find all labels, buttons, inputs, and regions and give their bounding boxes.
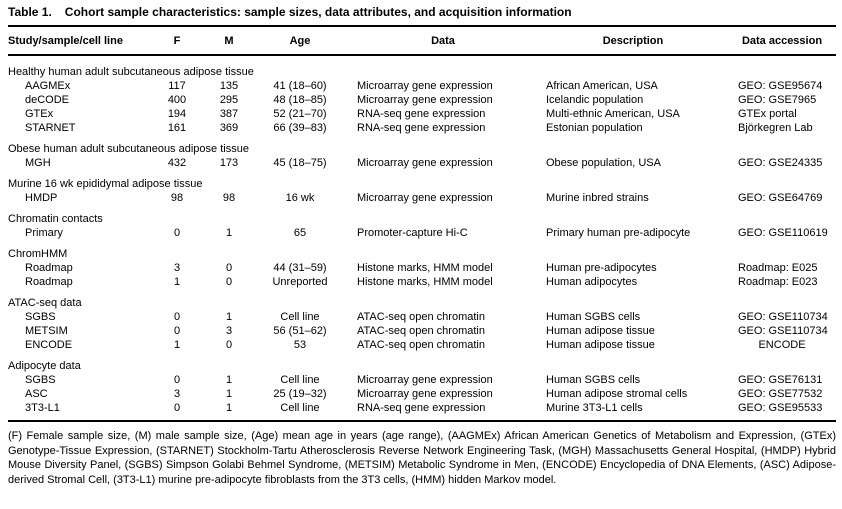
table-row [8,338,836,352]
cell-description: Murine inbred strains [546,192,649,204]
table-number: Table 1. [8,5,52,19]
group-header: Obese human adult subcutaneous adipose tissue [8,143,249,155]
cell-f: 432 [167,157,187,169]
cell-description: Icelandic population [546,94,644,106]
table-row [8,79,836,93]
cell-data: Microarray gene expression [357,192,493,204]
cell-m: 98 [222,192,236,204]
cell-study: GTEx [25,108,54,120]
group-header-row [8,55,836,79]
cell-study: Roadmap [25,276,73,288]
group-header: ATAC-seq data [8,297,82,309]
table-row [8,121,836,135]
cell-f: 194 [167,108,187,120]
cell-f: 0 [173,227,181,239]
cell-m: 135 [219,80,239,92]
cell-study: SGBS [25,374,56,386]
cell-data: RNA-seq gene expression [357,402,486,414]
cell-data: Histone marks, HMM model [357,262,493,274]
cell-m: 369 [219,122,239,134]
cell-accession: GEO: GSE77532 [738,388,823,400]
cell-f: 0 [173,311,181,323]
header-study-sample-cell-line: Study/sample/cell line [8,26,148,55]
cell-accession: GTEx portal [738,108,797,120]
cell-description: Human adipose tissue [546,339,655,351]
group-header: ChromHMM [8,248,68,260]
cell-f: 0 [173,325,181,337]
cell-description: Human adipocytes [546,276,638,288]
cell-description: Primary human pre-adipocyte [546,227,691,239]
cell-description: Human SGBS cells [546,374,641,386]
cell-f: 0 [173,402,181,414]
table-footnote: (F) Female sample size, (M) male sample size, (Age) mean age in years (age range), (AAGMEx) African American Genetics of Metabolism and Expression, (GTEx) Genotype-Tissue Expression, (STARNET) Stockholm-Tartu Atherosclerosis Reverse Network Engineering Task, (MGH) Massachusetts General Hospital, (HMDP) Hybrid Mouse Diversity Panel, (SGBS) Simpson Golabi Behmel Syndrome, (METSIM) Metabolic Syndrome in Men, (ENCODE) Encyclopedia of DNA Elements, (ASC) Adipose-derived Stromal Cell, (3T3-L1) murine pre-adipocyte fibroblasts from the 3T3 cells, (HMM) hidden Markov model. [8,430,836,487]
cell-study: AAGMEx [25,80,71,92]
header-female-count: F [148,26,206,55]
cell-age: 16 wk [285,192,315,204]
cell-accession: GEO: GSE110619 [738,227,828,239]
cell-study: STARNET [25,122,76,134]
cell-accession: GEO: GSE7965 [738,94,817,106]
table-title [8,5,836,20]
cell-data: Microarray gene expression [357,80,493,92]
cell-study: SGBS [25,311,56,323]
cell-description: Obese population, USA [546,157,661,169]
table-row [8,156,836,170]
cell-age: 44 (31–59) [273,262,327,274]
cell-m: 1 [225,388,233,400]
header-data-accession: Data accession [728,26,836,55]
table-row [8,310,836,324]
table-header [8,26,836,55]
cell-f: 1 [173,276,181,288]
cell-accession: GEO: GSE110734 [738,311,828,323]
cell-data: Promoter-capture Hi-C [357,227,468,239]
cell-age: 25 (19–32) [273,388,327,400]
cell-m: 1 [225,227,233,239]
cell-study: ENCODE [25,339,73,351]
group-header-row [8,240,836,261]
cell-study: Roadmap [25,262,73,274]
cell-f: 98 [170,192,184,204]
cell-age: 48 (18–85) [273,94,327,106]
cell-m: 0 [225,339,233,351]
cell-study: METSIM [25,325,68,337]
cell-study: deCODE [25,94,70,106]
cell-accession: GEO: GSE64769 [738,192,823,204]
table-body [8,55,836,421]
cell-m: 1 [225,374,233,386]
cell-data: Microarray gene expression [357,388,493,400]
cell-age: 56 (51–62) [273,325,327,337]
table-row [8,191,836,205]
cell-study: HMDP [25,192,58,204]
header-male-count: M [206,26,252,55]
table-row [8,324,836,338]
group-header-row [8,289,836,310]
cell-m: 295 [219,94,239,106]
header-data: Data [348,26,538,55]
cell-m: 0 [225,262,233,274]
table-row [8,387,836,401]
cohort-table [8,25,836,422]
table-row [8,401,836,421]
cell-age: 66 (39–83) [273,122,327,134]
table-row [8,373,836,387]
cell-data: ATAC-seq open chromatin [357,311,485,323]
cell-f: 400 [167,94,187,106]
table-row [8,226,836,240]
cell-age: Unreported [272,276,328,288]
cell-accession: Björkegren Lab [738,122,813,134]
group-header: Murine 16 wk epididymal adipose tissue [8,178,203,190]
cell-m: 387 [219,108,239,120]
cell-m: 0 [225,276,233,288]
cell-age: 41 (18–60) [273,80,327,92]
cell-description: African American, USA [546,80,658,92]
cell-age: Cell line [280,311,320,323]
group-header: Adipocyte data [8,360,81,372]
header-description: Description [538,26,728,55]
cell-data: Microarray gene expression [357,374,493,386]
group-header-row [8,205,836,226]
cell-f: 117 [168,80,186,92]
cell-accession: ENCODE [758,339,806,351]
cell-description: Multi-ethnic American, USA [546,108,680,120]
cell-study: ASC [25,388,48,400]
cell-study: MGH [25,157,51,169]
table-row [8,261,836,275]
cell-m: 3 [225,325,233,337]
cell-age: Cell line [280,374,320,386]
table-row [8,93,836,107]
cell-m: 1 [225,402,233,414]
cell-description: Murine 3T3-L1 cells [546,402,643,414]
cell-f: 0 [173,374,181,386]
cell-accession: Roadmap: E023 [738,276,818,288]
cell-f: 3 [173,262,181,274]
cell-data: ATAC-seq open chromatin [357,339,485,351]
cell-accession: GEO: GSE95533 [738,402,823,414]
group-header-row [8,170,836,191]
cell-accession: GEO: GSE110734 [738,325,828,337]
cell-f: 3 [173,388,181,400]
group-header: Chromatin contacts [8,213,103,225]
cell-description: Human SGBS cells [546,311,641,323]
group-header-row [8,135,836,156]
cell-m: 1 [225,311,233,323]
cell-data: ATAC-seq open chromatin [357,325,485,337]
cell-data: RNA-seq gene expression [357,108,486,120]
cell-age: 45 (18–75) [273,157,327,169]
table-caption: Cohort sample characteristics: sample sizes, data attributes, and acquisition information [64,5,572,19]
cell-accession: GEO: GSE76131 [738,374,823,386]
cell-data: RNA-seq gene expression [357,122,486,134]
cell-accession: Roadmap: E025 [738,262,818,274]
header-age: Age [252,26,348,55]
table-row [8,275,836,289]
cell-description: Human adipose tissue [546,325,655,337]
table-row [8,107,836,121]
cell-data: Histone marks, HMM model [357,276,493,288]
cell-description: Human adipose stromal cells [546,388,688,400]
header-row [8,26,836,55]
cell-study: Primary [25,227,63,239]
cell-age: 65 [293,227,307,239]
cell-m: 173 [219,157,239,169]
cell-data: Microarray gene expression [357,94,493,106]
cell-data: Microarray gene expression [357,157,493,169]
cell-age: 52 (21–70) [273,108,327,120]
cell-age: Cell line [280,402,320,414]
cell-accession: GEO: GSE95674 [738,80,823,92]
cell-description: Human pre-adipocytes [546,262,657,274]
group-header-row [8,352,836,373]
group-header: Healthy human adult subcutaneous adipose tissue [8,66,254,78]
cell-description: Estonian population [546,122,643,134]
cell-study: 3T3-L1 [25,402,60,414]
cell-accession: GEO: GSE24335 [738,157,823,169]
cell-f: 1 [173,339,181,351]
cell-f: 161 [167,122,187,134]
cell-age: 53 [293,339,307,351]
